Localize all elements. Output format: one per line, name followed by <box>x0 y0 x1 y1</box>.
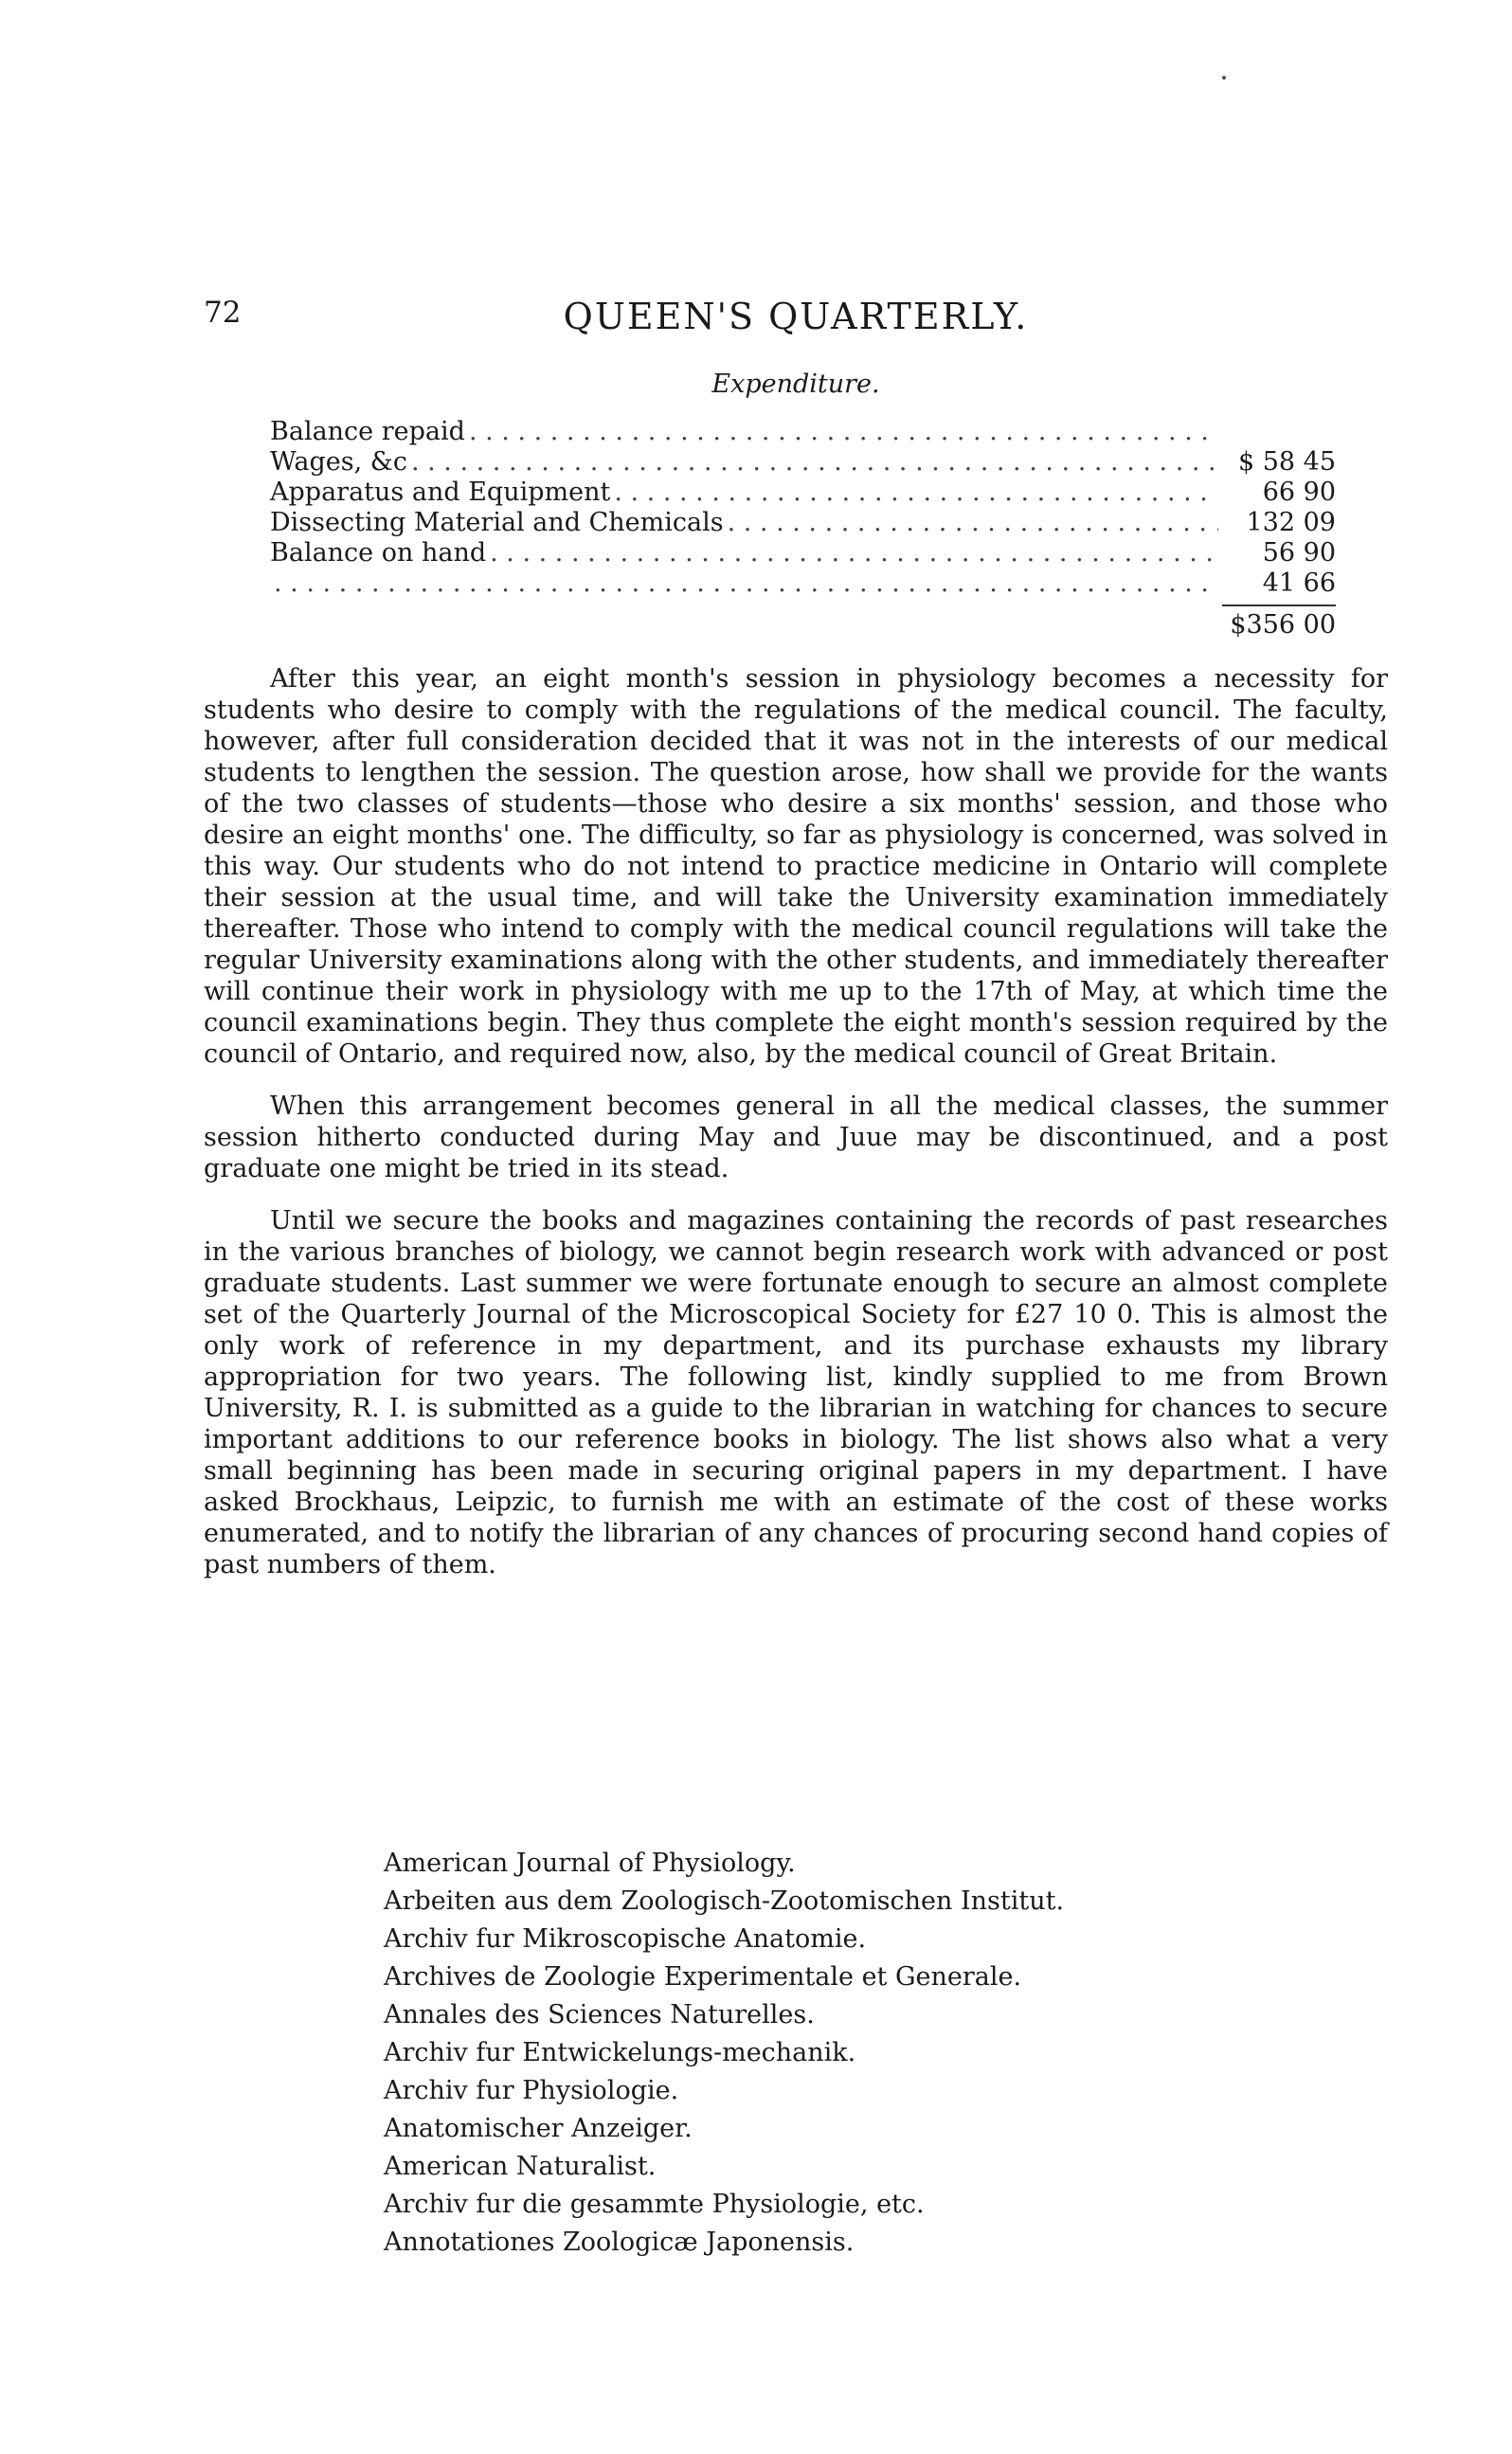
leader-dots <box>490 538 1218 568</box>
leader-dots <box>274 568 1218 598</box>
periodical-list <box>384 1848 1236 2265</box>
leader-dots <box>469 417 1218 446</box>
list-item: Archiv fur Physiologie. <box>384 2076 679 2105</box>
scan-speck <box>1222 76 1226 80</box>
list-item: Annales des Sciences Naturelles. <box>384 2000 815 2030</box>
ledger-label: Apparatus and Equipment <box>270 478 611 507</box>
ledger-row <box>270 447 1336 478</box>
ledger-total: $356 00 <box>1230 610 1336 640</box>
leader-dots <box>614 478 1218 507</box>
list-item: American Journal of Physiology. <box>384 1849 796 1878</box>
list-item: Archiv fur Entwickelungs-mechanik. <box>384 2038 856 2067</box>
ledger-label: Wages, &c <box>270 447 407 477</box>
ledger-row <box>270 478 1336 508</box>
journal-title: QUEEN'S QUARTERLY. <box>563 296 1029 337</box>
body-text <box>204 663 1388 1580</box>
section-heading: Expenditure. <box>711 370 880 399</box>
expenditure-ledger <box>270 417 1336 640</box>
ledger-row <box>270 538 1336 568</box>
paragraph: When this arrangement becomes general in all the medical classes, the summer session hitherto conducted during May and Juue may be discontinued, and a post graduate one might be tried in its stead. <box>204 1092 1388 1183</box>
page-number: 72 <box>204 296 242 330</box>
list-item: Anatomischer Anzeiger. <box>384 2114 693 2143</box>
ledger-amount: 132 09 <box>1246 508 1336 537</box>
ledger-amount: 56 90 <box>1262 538 1336 568</box>
ledger-amount: 66 90 <box>1262 478 1336 507</box>
paragraph: Until we secure the books and magazines containing the records of past researches in the various branches of biology, we cannot begin research work with advanced or post graduate students. Last summer we were fortunate enough to secure an almost complete set of the Quarterly Journal of the Microscopical Society for £27 10 0. This is almost the only work of reference in my department, and its purchase exhausts my library appropriation for two years. The following list, kindly supplied to me from Brown University, R. I. is submitted as a guide to the librarian in watching for chances to secure important additions to our reference books in biology. The list shows also what a very small beginning has been made in securing original papers in my department. I have asked Brockhaus, Leipzic, to furnish me with an estimate of the cost of these works enumerated, and to notify the librarian of any chances of procuring second hand copies of past numbers of them. <box>204 1206 1388 1579</box>
leader-dots <box>411 447 1218 477</box>
list-item: Annotationes Zoologicæ Japonensis. <box>384 2228 855 2257</box>
ledger-amount: 41 66 <box>1262 568 1336 598</box>
ledger-label: Dissecting Material and Chemicals <box>270 508 724 537</box>
list-item: Archiv fur die gesammte Physiologie, etc. <box>384 2190 925 2219</box>
ledger-label: Balance repaid <box>270 417 465 446</box>
list-item: Archiv fur Mikroscopische Anatomie. <box>384 1924 867 1954</box>
ledger-row <box>270 568 1336 599</box>
running-head <box>204 296 1388 343</box>
ledger-label: Balance on hand <box>270 538 487 568</box>
ledger-row <box>270 417 1336 447</box>
ledger-row <box>270 508 1336 538</box>
list-item: Archives de Zoologie Experimentale et Generale. <box>384 1962 1022 1992</box>
leader-dots <box>728 508 1218 537</box>
total-rule <box>1222 604 1336 606</box>
ledger-amount: $ 58 45 <box>1237 447 1336 477</box>
list-item: American Naturalist. <box>384 2152 657 2181</box>
list-item: Arbeiten aus dem Zoologisch-Zootomischen Institut. <box>384 1886 1065 1916</box>
paragraph: After this year, an eight month's session in physiology becomes a necessity for students who desire to comply with the regulations of the medical council. The faculty, however, after full consideration decided that it was not in the interests of our medical students to lengthen the session. The question arose, how shall we provide for the wants of the two classes of students—those who desire a six months' session, and those who desire an eight months' one. The difficulty, so far as physiology is concerned, was solved in this way. Our students who do not intend to practice medicine in Ontario will complete their session at the usual time, and will take the University examination immediately thereafter. Those who intend to comply with the medical council regulations will take the regular University examinations along with the other students, and immediately thereafter will continue their work in physiology with me up to the 17th of May, at which time the council examinations begin. They thus complete the eight month's session required by the council of Ontario, and required now, also, by the medical council of Great Britain. <box>204 664 1388 1069</box>
ledger-total-row <box>270 610 1336 640</box>
